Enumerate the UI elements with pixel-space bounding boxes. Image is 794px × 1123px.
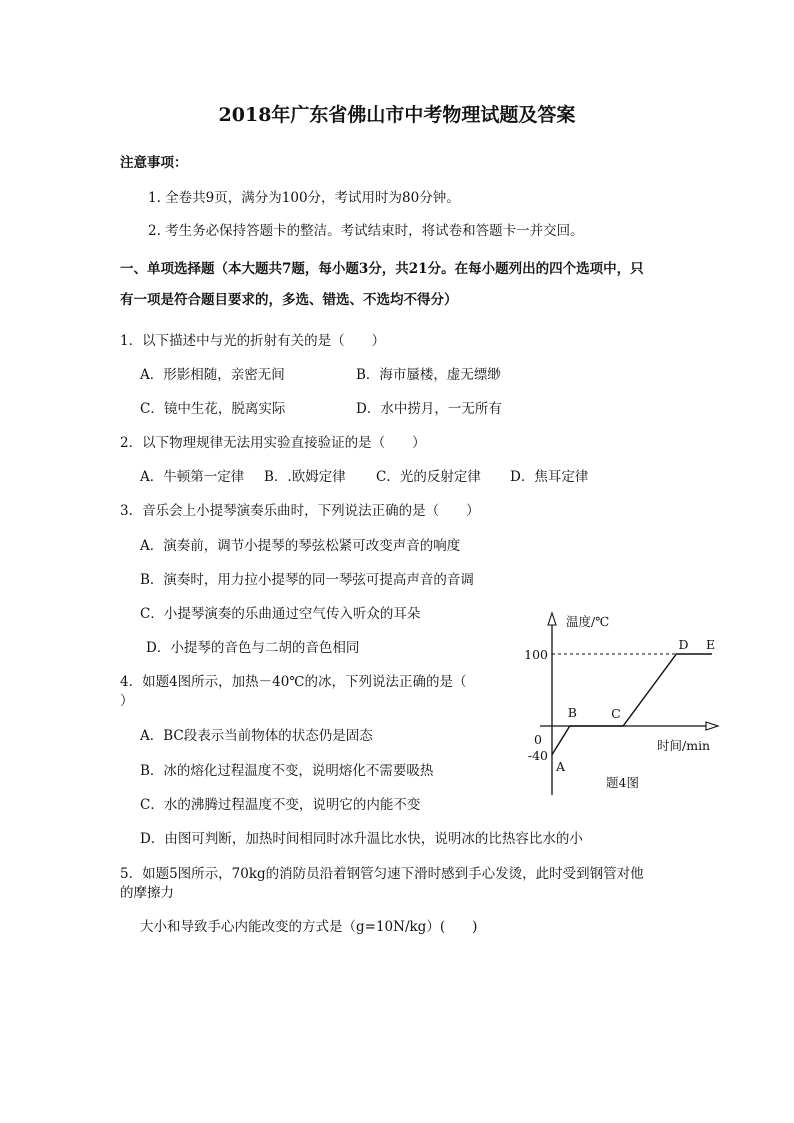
- notice-item-2: 2. 考生务必保持答题卡的整洁。考试结束时，将试卷和答题卡一并交回。: [148, 223, 584, 239]
- y-tick-100: 100: [524, 647, 548, 662]
- point-label-e: E: [706, 637, 716, 652]
- q2-option-a: A．牛顿第一定律: [140, 469, 245, 485]
- q4-option-a: A．BC段表示当前物体的状态仍是固态: [140, 728, 373, 744]
- q5-stem: 5．如题5图所示，70kg的消防员沿着钢管匀速下滑时感到手心发烫，此时受到钢管对他: [120, 866, 644, 882]
- q1-option-d: D．水中捞月，一无所有: [356, 401, 502, 417]
- q1-option-c: C．镜中生花，脱离实际: [140, 401, 286, 417]
- page-title: 2018年广东省佛山市中考物理试题及答案: [218, 104, 576, 126]
- q3-option-c: C．小提琴演奏的乐曲通过空气传入听众的耳朵: [140, 606, 421, 622]
- q4-option-d: D．由图可判断，加热时间相同时冰升温比水快，说明冰的比热容比水的小: [140, 831, 583, 847]
- q2-option-b: B．.欧姆定律: [264, 469, 346, 485]
- q3-stem: 3．音乐会上小提琴演奏乐曲时，下列说法正确的是（ ）: [120, 503, 480, 519]
- q4-stem: 4．如题4图所示，加热－40℃的冰，下列说法正确的是（: [120, 674, 467, 690]
- point-label-d: D: [678, 637, 689, 652]
- q1-option-b: B．海市蜃楼，虚无缥缈: [356, 367, 501, 383]
- q2-option-c: C．光的反射定律: [376, 469, 481, 485]
- q3-option-a: A．演奏前，调节小提琴的琴弦松紧可改变声音的响度: [140, 538, 461, 554]
- q4-option-b: B．冰的熔化过程温度不变，说明熔化不需要吸热: [140, 763, 434, 779]
- point-label-c: C: [611, 706, 621, 721]
- q4-stem-cont: ）: [120, 693, 134, 709]
- q3-option-b: B．演奏时，用力拉小提琴的同一琴弦可提高声音的音调: [140, 572, 474, 588]
- notice-item-1: 1. 全卷共9页，满分为100分，考试用时为80分钟。: [148, 190, 460, 206]
- q2-stem: 2．以下物理规律无法用实验直接验证的是（ ）: [120, 435, 426, 451]
- point-label-a: A: [556, 758, 566, 774]
- q1-option-a: A．形影相随，亲密无间: [140, 367, 285, 383]
- y-axis-arrow: [548, 613, 556, 625]
- temperature-time-chart: [510, 605, 740, 805]
- section-heading-line1: 一、单项选择题（本大题共7题，每小题3分，共21分。在每小题列出的四个选项中，只: [120, 261, 644, 277]
- x-axis-arrow: [706, 722, 718, 730]
- y-tick-minus-40: -40: [527, 747, 548, 763]
- q3-option-d: D．小提琴的音色与二胡的音色相同: [146, 640, 360, 656]
- x-axis-label: 时间/min: [657, 738, 711, 753]
- q5-stem-cont: 的摩擦力: [120, 885, 174, 901]
- figure-caption: 题4图: [606, 775, 639, 790]
- q4-option-c: C．水的沸腾过程温度不变，说明它的内能不变: [140, 797, 421, 813]
- section-heading-line2: 有一项是符合题目要求的，多选、错选、不选均不得分）: [120, 292, 458, 308]
- y-tick-0: 0: [534, 732, 542, 747]
- q1-stem: 1．以下描述中与光的折射有关的是（ ）: [120, 333, 386, 349]
- notice-heading: 注意事项：: [120, 155, 188, 171]
- point-label-b: B: [567, 705, 577, 720]
- q5-stem-line3: 大小和导致手心内能改变的方式是（g=10N/kg）( ): [140, 919, 478, 935]
- q2-option-d: D．焦耳定律: [510, 469, 589, 485]
- y-axis-label: 温度/℃: [566, 614, 610, 629]
